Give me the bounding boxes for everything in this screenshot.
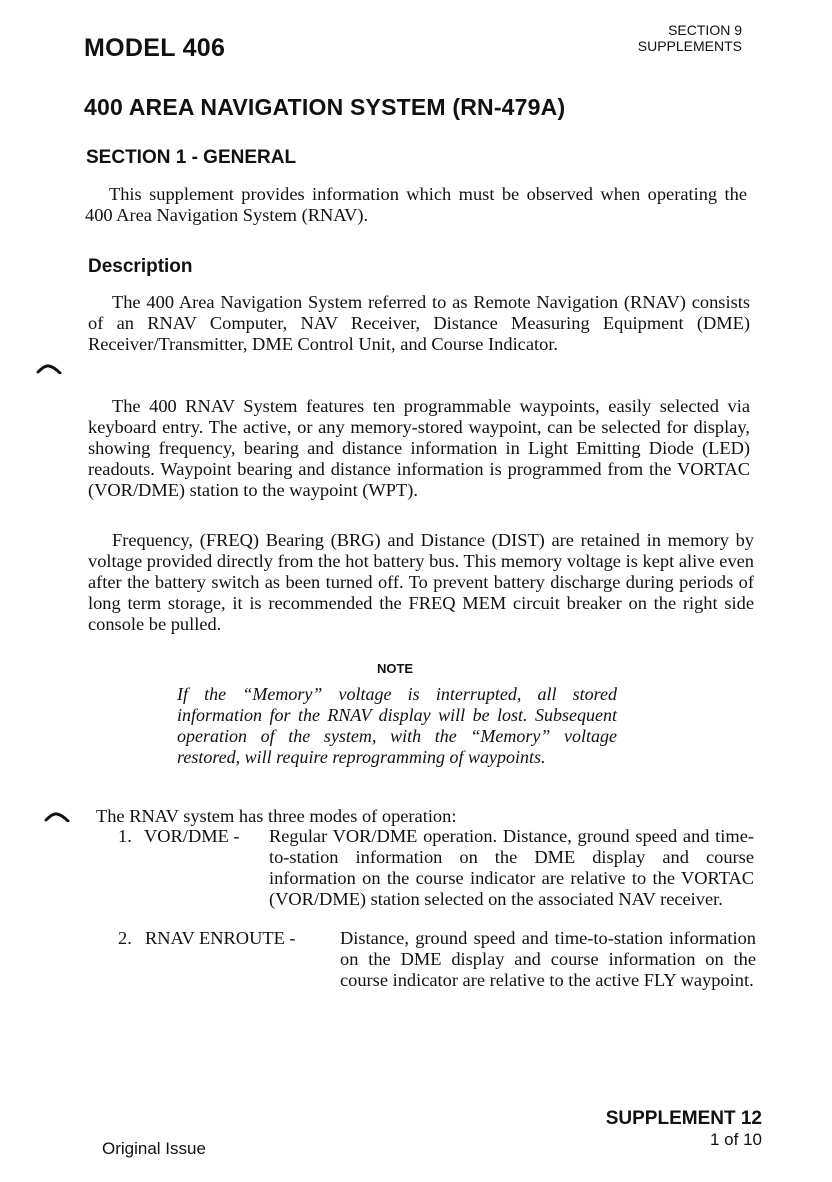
- description-paragraph-1: The 400 Area Navigation System referred to as Remote Navigation (RNAV) consists of an RNAV Computer, NAV Receiver, Distance Measuring Equipment (DME) Receiver/Transmitter, DME Control Unit, and Course Indicator.: [88, 292, 750, 354]
- mode-description: Regular VOR/DME operation. Distance, ground speed and time-to-station information on the DME display and course information on the course indicator are relative to the VORTAC (VOR/DME) station selected on the associated NAV receiver.: [269, 826, 754, 909]
- mode-description: Distance, ground speed and time-to-station information on the DME display and course information on the course indicator are relative to the active FLY waypoint.: [340, 928, 756, 990]
- supplement-number: SUPPLEMENT 12: [605, 1108, 762, 1129]
- document-title: 400 AREA NAVIGATION SYSTEM (RN-479A): [84, 94, 566, 120]
- description-paragraph-3: Frequency, (FREQ) Bearing (BRG) and Distance (DIST) are retained in memory by voltage provided directly from the hot battery bus. This memory voltage is kept alive even after the battery switch as been turned off. To prevent battery discharge during periods of long term storage, it is recommended the FREQ MEM circuit breaker on the right side console be pulled.: [88, 530, 754, 634]
- issue-label: Original Issue: [102, 1139, 206, 1158]
- mode-name: RNAV ENROUTE -: [145, 928, 296, 948]
- change-bar-icon: [44, 812, 70, 822]
- section-header: [638, 22, 742, 54]
- intro-paragraph: This supplement provides information which must be observed when operating the 400 Area Navigation System (RNAV).: [85, 184, 747, 225]
- note-label: NOTE: [376, 661, 414, 676]
- change-bar-icon: [36, 364, 62, 374]
- description-heading: Description: [88, 256, 193, 277]
- note-text: If the “Memory” voltage is interrupted, all stored information for the RNAV display will be lost. Subsequent operation of the system, with the “Memory” voltage restored, will require reprogramming of waypoints.: [177, 684, 617, 767]
- page-number: 1 of 10: [710, 1130, 762, 1149]
- footer-supplement: [606, 1108, 762, 1149]
- mode-number: 2.: [118, 928, 132, 948]
- section-heading: SECTION 1 - GENERAL: [86, 147, 297, 168]
- mode-name: VOR/DME -: [144, 826, 240, 846]
- section-subtitle: SUPPLEMENTS: [637, 38, 742, 54]
- mode-number: 1.: [118, 826, 132, 846]
- modes-intro: The RNAV system has three modes of operation:: [96, 806, 457, 826]
- model-label: MODEL 406: [84, 34, 226, 62]
- section-number: SECTION 9: [668, 22, 742, 38]
- description-paragraph-2: The 400 RNAV System features ten programmable waypoints, easily selected via keyboard entry. The active, or any memory-stored waypoint, can be selected for display, showing frequency, bearing and distance information in Light Emitting Diode (LED) readouts. Waypoint bearing and distance information is programmed from the VORTAC (VOR/DME) station to the waypoint (WPT).: [88, 396, 750, 500]
